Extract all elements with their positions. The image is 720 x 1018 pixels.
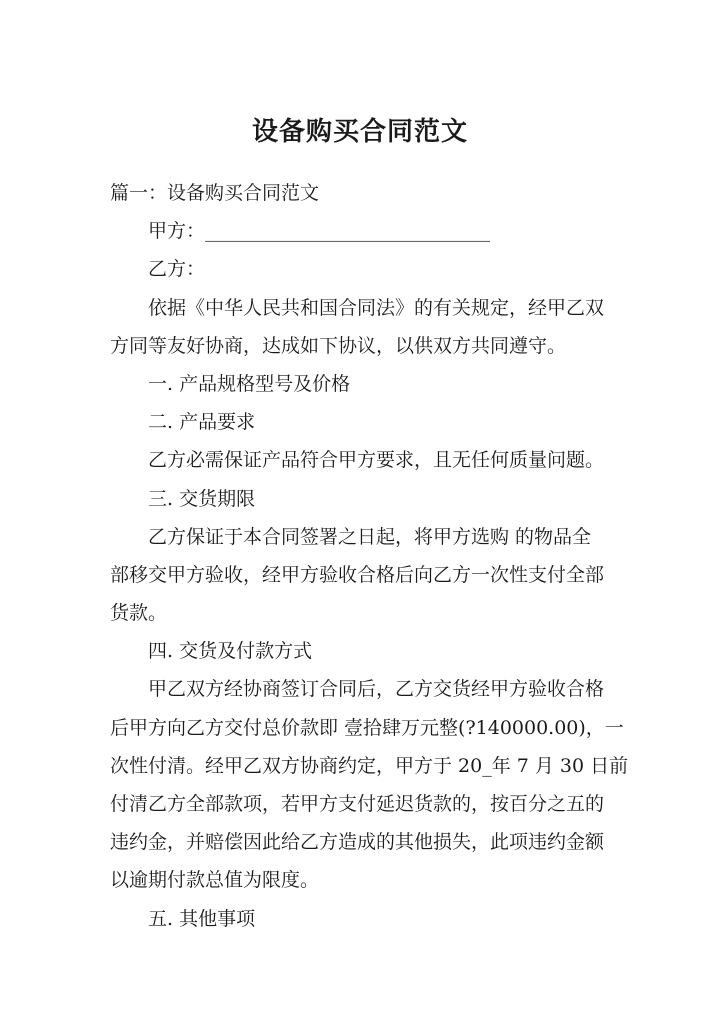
section-heading: 二. 产品要求 <box>148 411 256 434</box>
text-line: 甲乙双方经协商签订合同后，乙方交货经甲方验收合格 <box>148 678 605 701</box>
section-heading: 五. 其他事项 <box>148 907 256 930</box>
text-line: 乙方保证于本合同签署之日起，将甲方选购 的物品全 <box>148 525 592 548</box>
document-title: 设备购买合同范文 <box>251 117 468 147</box>
text-line: 付清乙方全部款项，若甲方支付延迟货款的，按百分之五的 <box>110 793 605 815</box>
text-line: 乙方： <box>148 258 206 281</box>
text-line: 甲方：______________________________ <box>148 220 491 243</box>
text-line: 部移交甲方验收，经甲方验收合格后向乙方一次性支付全部 <box>110 563 605 586</box>
text-line: 依据《中华人民共和国合同法》的有关规定，经甲乙双 <box>148 296 605 319</box>
text-line: 以逾期付款总值为限度。 <box>110 869 320 892</box>
text-line: 篇一：设备购买合同范文 <box>110 182 320 204</box>
section-heading: 四. 交货及付款方式 <box>148 640 313 663</box>
text-line: 后甲方向乙方交付总价款即 壹拾肆万元整(?140000.00)，一 <box>110 716 624 739</box>
text-line: 次性付清。经甲乙双方协商约定，甲方于 20_年 7 月 30 日前 <box>110 754 629 777</box>
text-line: 货款。 <box>110 602 168 625</box>
section-heading: 三. 交货期限 <box>148 487 256 510</box>
section-heading: 一. 产品规格型号及价格 <box>148 372 351 395</box>
text-line: 方同等友好协商，达成如下协议，以供双方共同遵守。 <box>110 334 567 357</box>
document-body <box>110 174 629 938</box>
text-line: 乙方必需保证产品符合甲方要求，且无任何质量问题。 <box>148 449 605 472</box>
text-line: 违约金，并赔偿因此给乙方造成的其他损失，此项违约金额 <box>110 831 605 854</box>
